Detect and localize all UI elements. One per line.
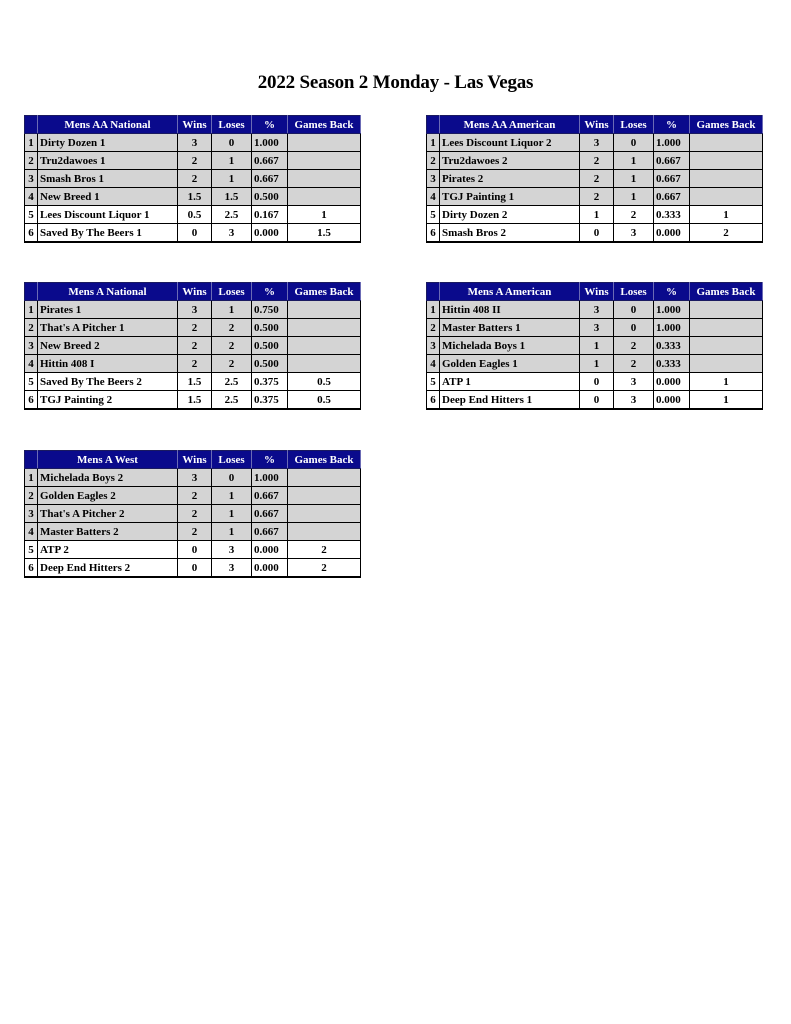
- table-row: [25, 188, 361, 206]
- table-header-row: [427, 116, 763, 134]
- team-name-cell: Golden Eagles 1: [440, 355, 580, 373]
- games-back-cell: [288, 152, 361, 170]
- table-row: [25, 206, 361, 224]
- division-name: Mens A American: [440, 283, 580, 301]
- table-row: [25, 541, 361, 559]
- rank-cell: 1: [25, 301, 38, 319]
- games-back-cell: [690, 134, 763, 152]
- team-name-cell: Tru2dawoes 1: [38, 152, 178, 170]
- pct-cell: 0.333: [654, 206, 690, 224]
- loses-cell: 3: [614, 391, 654, 410]
- loses-cell: 1: [212, 152, 252, 170]
- wins-cell: 3: [580, 319, 614, 337]
- standings-table-mens-a-national: [24, 282, 361, 410]
- pct-cell: 0.667: [654, 170, 690, 188]
- team-name-cell: TGJ Painting 1: [440, 188, 580, 206]
- games-back-cell: [690, 188, 763, 206]
- rank-column-header: [427, 116, 440, 134]
- rank-cell: 5: [25, 373, 38, 391]
- games-back-cell: 1: [690, 206, 763, 224]
- team-name-cell: Saved By The Beers 1: [38, 224, 178, 243]
- rank-cell: 2: [25, 319, 38, 337]
- division-name: Mens A West: [38, 451, 178, 469]
- games-back-cell: [288, 170, 361, 188]
- loses-cell: 0: [614, 301, 654, 319]
- table-row: [427, 134, 763, 152]
- loses-column-header: Loses: [212, 116, 252, 134]
- rank-cell: 5: [427, 206, 440, 224]
- team-name-cell: That's A Pitcher 2: [38, 505, 178, 523]
- pct-column-header: %: [252, 116, 288, 134]
- pct-cell: 0.667: [252, 505, 288, 523]
- wins-cell: 3: [178, 134, 212, 152]
- games-back-cell: [288, 134, 361, 152]
- table-row: [427, 301, 763, 319]
- team-name-cell: That's A Pitcher 1: [38, 319, 178, 337]
- wins-column-header: Wins: [178, 283, 212, 301]
- team-name-cell: Pirates 2: [440, 170, 580, 188]
- team-name-cell: Pirates 1: [38, 301, 178, 319]
- loses-cell: 1: [212, 523, 252, 541]
- pct-cell: 0.500: [252, 188, 288, 206]
- table-header-row: [25, 116, 361, 134]
- pct-column-header: %: [654, 283, 690, 301]
- rank-cell: 2: [427, 319, 440, 337]
- loses-cell: 3: [212, 541, 252, 559]
- games-back-cell: [288, 523, 361, 541]
- rank-cell: 3: [25, 337, 38, 355]
- division-name: Mens A National: [38, 283, 178, 301]
- games-back-cell: [288, 188, 361, 206]
- wins-column-header: Wins: [178, 116, 212, 134]
- loses-column-header: Loses: [614, 116, 654, 134]
- games-back-cell: 0.5: [288, 373, 361, 391]
- rank-cell: 6: [427, 391, 440, 410]
- pct-cell: 0.333: [654, 337, 690, 355]
- loses-cell: 1: [212, 170, 252, 188]
- loses-cell: 2: [614, 355, 654, 373]
- loses-cell: 2.5: [212, 373, 252, 391]
- team-name-cell: Michelada Boys 1: [440, 337, 580, 355]
- team-name-cell: Deep End Hitters 2: [38, 559, 178, 578]
- loses-cell: 3: [212, 559, 252, 578]
- games-back-cell: 1: [690, 373, 763, 391]
- wins-cell: 2: [580, 188, 614, 206]
- games-back-cell: [690, 355, 763, 373]
- rank-cell: 3: [427, 337, 440, 355]
- pct-cell: 1.000: [654, 319, 690, 337]
- team-name-cell: ATP 2: [38, 541, 178, 559]
- pct-cell: 1.000: [252, 469, 288, 487]
- pct-cell: 0.000: [654, 391, 690, 410]
- rank-cell: 3: [25, 505, 38, 523]
- loses-cell: 1: [614, 170, 654, 188]
- table-row: [25, 152, 361, 170]
- games-back-cell: [288, 469, 361, 487]
- games-back-column-header: Games Back: [690, 116, 763, 134]
- pct-cell: 0.667: [252, 152, 288, 170]
- wins-cell: 0: [178, 224, 212, 243]
- team-name-cell: Master Batters 2: [38, 523, 178, 541]
- pct-cell: 0.375: [252, 373, 288, 391]
- games-back-cell: 2: [288, 541, 361, 559]
- games-back-cell: [690, 152, 763, 170]
- rank-cell: 1: [25, 469, 38, 487]
- games-back-column-header: Games Back: [288, 116, 361, 134]
- table-row: [427, 337, 763, 355]
- pct-cell: 0.000: [252, 541, 288, 559]
- wins-cell: 2: [178, 487, 212, 505]
- table-row: [25, 487, 361, 505]
- team-name-cell: Tru2dawoes 2: [440, 152, 580, 170]
- page-title: 2022 Season 2 Monday - Las Vegas: [257, 72, 534, 93]
- wins-cell: 0: [178, 541, 212, 559]
- loses-cell: 0: [212, 469, 252, 487]
- wins-cell: 2: [178, 523, 212, 541]
- wins-cell: 2: [178, 319, 212, 337]
- wins-cell: 1.5: [178, 391, 212, 410]
- games-back-cell: [288, 355, 361, 373]
- team-name-cell: Dirty Dozen 1: [38, 134, 178, 152]
- games-back-column-header: Games Back: [288, 451, 361, 469]
- table-row: [25, 134, 361, 152]
- games-back-cell: 1: [288, 206, 361, 224]
- table-row: [25, 523, 361, 541]
- standings-table-mens-aa-american: [426, 115, 763, 243]
- games-back-cell: [288, 319, 361, 337]
- table-row: [427, 391, 763, 410]
- table-row: [25, 391, 361, 410]
- wins-cell: 2: [178, 170, 212, 188]
- pct-column-header: %: [252, 451, 288, 469]
- loses-cell: 1: [614, 152, 654, 170]
- pct-cell: 0.333: [654, 355, 690, 373]
- loses-cell: 2: [212, 355, 252, 373]
- wins-column-header: Wins: [580, 116, 614, 134]
- wins-cell: 2: [178, 337, 212, 355]
- loses-cell: 3: [212, 224, 252, 243]
- pct-cell: 0.500: [252, 355, 288, 373]
- wins-column-header: Wins: [580, 283, 614, 301]
- games-back-cell: [288, 487, 361, 505]
- table-row: [427, 188, 763, 206]
- wins-cell: 0.5: [178, 206, 212, 224]
- loses-cell: 2.5: [212, 391, 252, 410]
- rank-cell: 1: [427, 301, 440, 319]
- rank-cell: 3: [25, 170, 38, 188]
- rank-column-header: [25, 283, 38, 301]
- loses-cell: 1: [212, 301, 252, 319]
- table-row: [25, 469, 361, 487]
- rank-cell: 4: [25, 188, 38, 206]
- rank-cell: 1: [25, 134, 38, 152]
- wins-cell: 1: [580, 206, 614, 224]
- loses-cell: 0: [614, 319, 654, 337]
- loses-column-header: Loses: [212, 451, 252, 469]
- rank-cell: 3: [427, 170, 440, 188]
- pct-column-header: %: [252, 283, 288, 301]
- games-back-cell: 2: [288, 559, 361, 578]
- wins-column-header: Wins: [178, 451, 212, 469]
- games-back-cell: [690, 301, 763, 319]
- rank-cell: 6: [25, 559, 38, 578]
- rank-cell: 2: [25, 152, 38, 170]
- table-row: [427, 152, 763, 170]
- games-back-cell: [690, 319, 763, 337]
- team-name-cell: Master Batters 1: [440, 319, 580, 337]
- table-row: [25, 559, 361, 578]
- wins-cell: 1.5: [178, 188, 212, 206]
- loses-cell: 2: [614, 206, 654, 224]
- pct-cell: 0.000: [252, 559, 288, 578]
- games-back-cell: [288, 337, 361, 355]
- rank-cell: 2: [25, 487, 38, 505]
- loses-cell: 3: [614, 373, 654, 391]
- loses-column-header: Loses: [212, 283, 252, 301]
- team-name-cell: Michelada Boys 2: [38, 469, 178, 487]
- loses-column-header: Loses: [614, 283, 654, 301]
- table-row: [427, 373, 763, 391]
- games-back-cell: [690, 337, 763, 355]
- wins-cell: 0: [580, 391, 614, 410]
- wins-cell: 2: [580, 170, 614, 188]
- loses-cell: 0: [212, 134, 252, 152]
- team-name-cell: Golden Eagles 2: [38, 487, 178, 505]
- pct-cell: 0.000: [654, 224, 690, 243]
- table-row: [25, 224, 361, 243]
- pct-column-header: %: [654, 116, 690, 134]
- rank-cell: 4: [25, 523, 38, 541]
- standings-table-mens-aa-national: [24, 115, 361, 243]
- wins-cell: 1: [580, 355, 614, 373]
- pct-cell: 0.667: [252, 487, 288, 505]
- team-name-cell: Lees Discount Liquor 2: [440, 134, 580, 152]
- loses-cell: 2.5: [212, 206, 252, 224]
- rank-cell: 5: [25, 541, 38, 559]
- wins-cell: 2: [178, 152, 212, 170]
- division-name: Mens AA American: [440, 116, 580, 134]
- rank-cell: 5: [427, 373, 440, 391]
- table-row: [427, 355, 763, 373]
- wins-cell: 0: [178, 559, 212, 578]
- rank-column-header: [427, 283, 440, 301]
- wins-cell: 1: [580, 337, 614, 355]
- team-name-cell: Smash Bros 1: [38, 170, 178, 188]
- rank-cell: 5: [25, 206, 38, 224]
- games-back-cell: [288, 301, 361, 319]
- rank-column-header: [25, 451, 38, 469]
- table-row: [427, 224, 763, 243]
- table-row: [25, 301, 361, 319]
- pct-cell: 0.000: [252, 224, 288, 243]
- team-name-cell: New Breed 2: [38, 337, 178, 355]
- games-back-cell: 1: [690, 391, 763, 410]
- wins-cell: 3: [580, 301, 614, 319]
- pct-cell: 0.375: [252, 391, 288, 410]
- pct-cell: 0.500: [252, 319, 288, 337]
- wins-cell: 2: [178, 505, 212, 523]
- rank-cell: 4: [427, 355, 440, 373]
- loses-cell: 1: [212, 487, 252, 505]
- loses-cell: 3: [614, 224, 654, 243]
- table-row: [427, 319, 763, 337]
- rank-cell: 2: [427, 152, 440, 170]
- table-header-row: [25, 451, 361, 469]
- table-row: [427, 206, 763, 224]
- games-back-column-header: Games Back: [288, 283, 361, 301]
- wins-cell: 3: [178, 469, 212, 487]
- wins-cell: 3: [178, 301, 212, 319]
- table-row: [25, 355, 361, 373]
- loses-cell: 2: [614, 337, 654, 355]
- rank-cell: 1: [427, 134, 440, 152]
- pct-cell: 0.667: [654, 152, 690, 170]
- table-row: [25, 319, 361, 337]
- wins-cell: 0: [580, 373, 614, 391]
- team-name-cell: Smash Bros 2: [440, 224, 580, 243]
- table-row: [25, 170, 361, 188]
- games-back-cell: 1.5: [288, 224, 361, 243]
- wins-cell: 1.5: [178, 373, 212, 391]
- loses-cell: 2: [212, 337, 252, 355]
- pct-cell: 0.000: [654, 373, 690, 391]
- pct-cell: 0.667: [252, 523, 288, 541]
- loses-cell: 0: [614, 134, 654, 152]
- games-back-cell: 2: [690, 224, 763, 243]
- rank-cell: 6: [25, 224, 38, 243]
- loses-cell: 1: [614, 188, 654, 206]
- table-header-row: [25, 283, 361, 301]
- team-name-cell: Saved By The Beers 2: [38, 373, 178, 391]
- pct-cell: 0.667: [654, 188, 690, 206]
- standings-table-mens-a-west: [24, 450, 361, 578]
- team-name-cell: TGJ Painting 2: [38, 391, 178, 410]
- loses-cell: 1.5: [212, 188, 252, 206]
- team-name-cell: ATP 1: [440, 373, 580, 391]
- pct-cell: 0.500: [252, 337, 288, 355]
- pct-cell: 0.750: [252, 301, 288, 319]
- games-back-cell: 0.5: [288, 391, 361, 410]
- team-name-cell: Dirty Dozen 2: [440, 206, 580, 224]
- loses-cell: 1: [212, 505, 252, 523]
- rank-column-header: [25, 116, 38, 134]
- rank-cell: 4: [25, 355, 38, 373]
- games-back-column-header: Games Back: [690, 283, 763, 301]
- table-row: [25, 373, 361, 391]
- loses-cell: 2: [212, 319, 252, 337]
- table-row: [25, 337, 361, 355]
- pct-cell: 0.167: [252, 206, 288, 224]
- rank-cell: 4: [427, 188, 440, 206]
- pct-cell: 1.000: [654, 134, 690, 152]
- wins-cell: 0: [580, 224, 614, 243]
- team-name-cell: Lees Discount Liquor 1: [38, 206, 178, 224]
- team-name-cell: Hittin 408 I: [38, 355, 178, 373]
- division-name: Mens AA National: [38, 116, 178, 134]
- pct-cell: 1.000: [654, 301, 690, 319]
- wins-cell: 3: [580, 134, 614, 152]
- team-name-cell: Hittin 408 II: [440, 301, 580, 319]
- team-name-cell: New Breed 1: [38, 188, 178, 206]
- pct-cell: 0.667: [252, 170, 288, 188]
- wins-cell: 2: [580, 152, 614, 170]
- games-back-cell: [690, 170, 763, 188]
- rank-cell: 6: [25, 391, 38, 410]
- rank-cell: 6: [427, 224, 440, 243]
- games-back-cell: [288, 505, 361, 523]
- table-row: [427, 170, 763, 188]
- standings-table-mens-a-american: [426, 282, 763, 410]
- table-header-row: [427, 283, 763, 301]
- team-name-cell: Deep End Hitters 1: [440, 391, 580, 410]
- pct-cell: 1.000: [252, 134, 288, 152]
- wins-cell: 2: [178, 355, 212, 373]
- table-row: [25, 505, 361, 523]
